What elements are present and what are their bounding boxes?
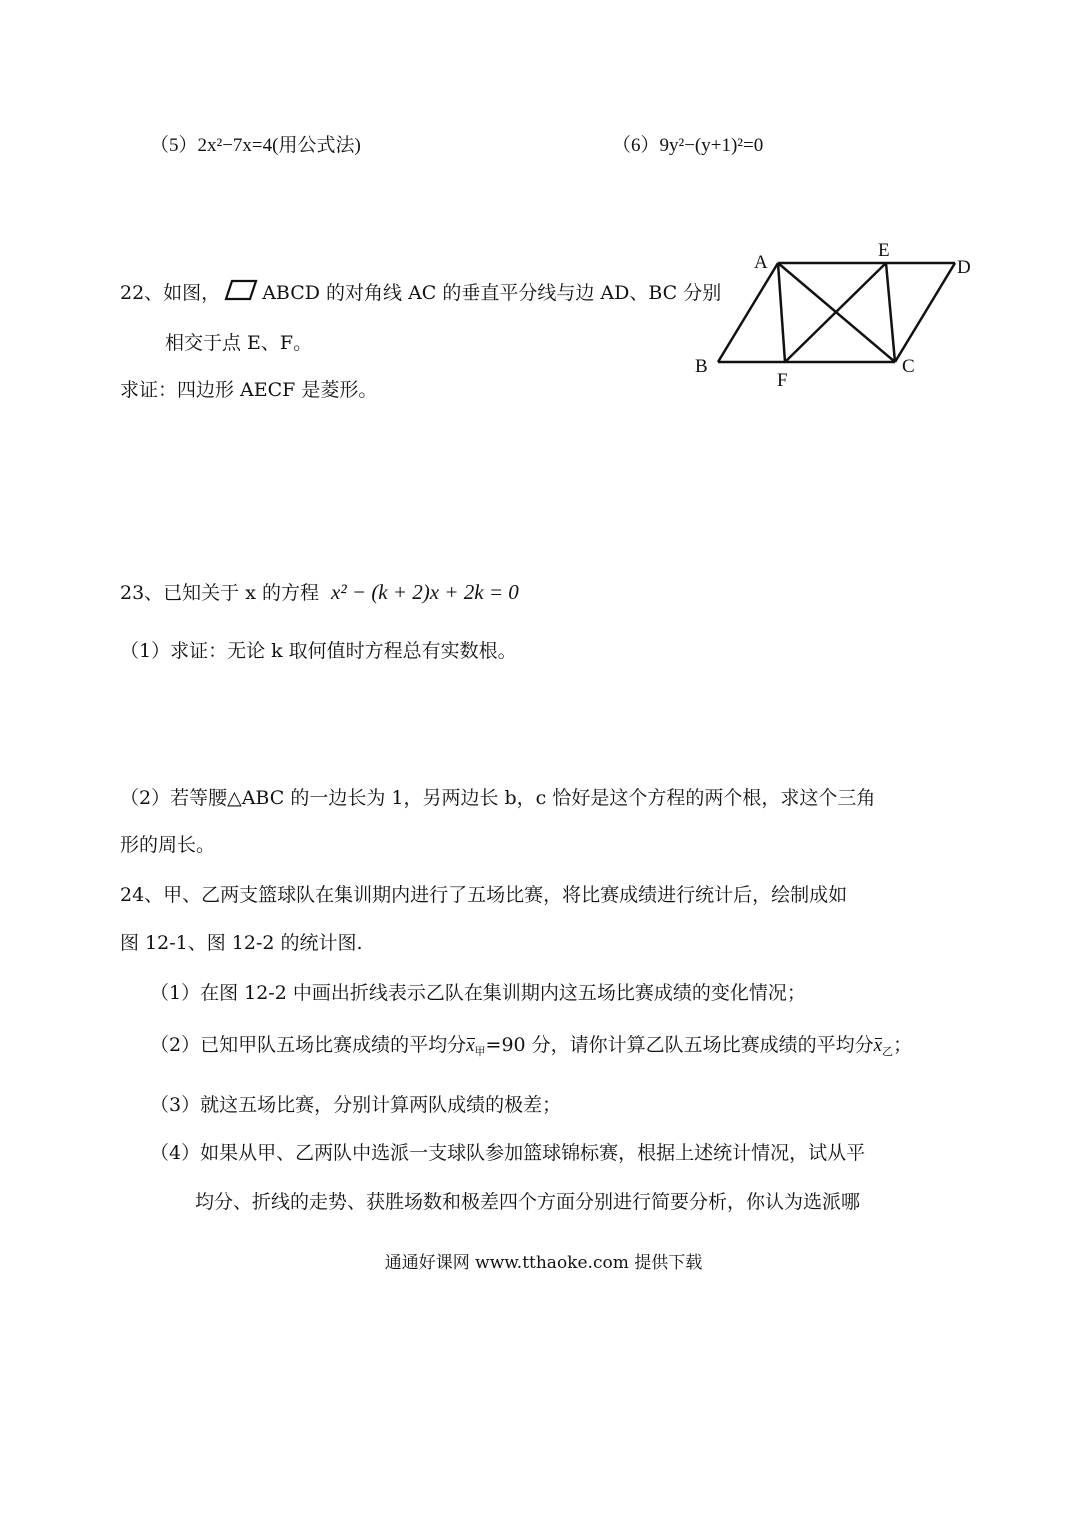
- problem-24-line-1: 24、甲、乙两支篮球队在集训期内进行了五场比赛，将比赛成绩进行统计后，绘制成如: [120, 884, 848, 906]
- problem-24-part-4-line-2: 均分、折线的走势、获胜场数和极差四个方面分别进行简要分析，你认为选派哪: [195, 1191, 861, 1213]
- problem-24-part-4-line-1: （4）如果从甲、乙两队中选派一支球队参加篮球锦标赛，根据上述统计情况，试从平: [150, 1142, 866, 1164]
- parallelogram-figure: [690, 236, 980, 401]
- side-CD: [895, 263, 955, 362]
- problem-22-prove: 求证：四边形 AECF 是菱形。: [120, 379, 378, 401]
- segment-EC: [886, 263, 895, 362]
- page-footer: 通通好课网 www.tthaoke.com 提供下载: [384, 1253, 703, 1273]
- label-C: C: [902, 356, 915, 377]
- segment-EF: [785, 263, 886, 362]
- quadratic-equation: x² − (k + 2)x + 2k = 0: [331, 580, 519, 604]
- problem-22-line-2: 相交于点 E、F。: [165, 332, 313, 354]
- problem-number: 22、如图，: [120, 282, 221, 304]
- segment-AF: [778, 263, 785, 362]
- problem-23-part-2-line-2: 形的周长。: [120, 834, 216, 856]
- parallelogram-icon: [224, 279, 258, 306]
- problem-21-part-6: [612, 130, 763, 157]
- mean-symbol-jia: x: [466, 1035, 475, 1056]
- label-D: D: [957, 257, 971, 278]
- mean-symbol-yi: x: [873, 1035, 883, 1056]
- problem-23-part-2-line-1: （2）若等腰△ABC 的一边长为 1，另两边长 b，c 恰好是这个方程的两个根，求这个三角: [120, 787, 876, 809]
- subscript-yi: 乙: [882, 1045, 894, 1058]
- problem-text: 23、已知关于 x 的方程: [120, 582, 319, 604]
- equation: 9y²−(y+1)²=0: [659, 135, 764, 156]
- subscript-jia: 甲: [474, 1045, 486, 1058]
- problem-text: ABCD 的对角线 AC 的垂直平分线与边 AD、BC 分别: [262, 282, 722, 304]
- problem-21-part-5: [150, 130, 361, 157]
- label-A: A: [754, 252, 768, 273]
- part-text: =90 分，请你计算乙队五场比赛成绩的平均分: [485, 1034, 874, 1056]
- problem-24-part-2: [150, 1030, 912, 1059]
- problem-22-line-1: [120, 278, 721, 306]
- problem-24-line-2: 图 12-1、图 12-2 的统计图.: [120, 932, 363, 954]
- label-F: F: [777, 370, 788, 391]
- method-note: (用公式法): [272, 135, 361, 156]
- problem-23-part-1: （1）求证：无论 k 取何值时方程总有实数根。: [120, 640, 517, 662]
- label-B: B: [695, 356, 708, 377]
- problem-24-part-1: （1）在图 12-2 中画出折线表示乙队在集训期内这五场比赛成绩的变化情况；: [150, 982, 806, 1004]
- part-text: ；: [893, 1034, 913, 1056]
- part-text: （2）已知甲队五场比赛成绩的平均分: [150, 1034, 467, 1056]
- equation: 2x²−7x=4: [197, 135, 273, 156]
- problem-24-part-3: （3）就这五场比赛，分别计算两队成绩的极差；: [150, 1094, 562, 1116]
- part-label: （6）: [612, 135, 660, 156]
- part-label: （5）: [150, 135, 198, 156]
- label-E: E: [878, 240, 890, 261]
- side-AB: [718, 263, 778, 362]
- problem-23-intro: [120, 578, 519, 605]
